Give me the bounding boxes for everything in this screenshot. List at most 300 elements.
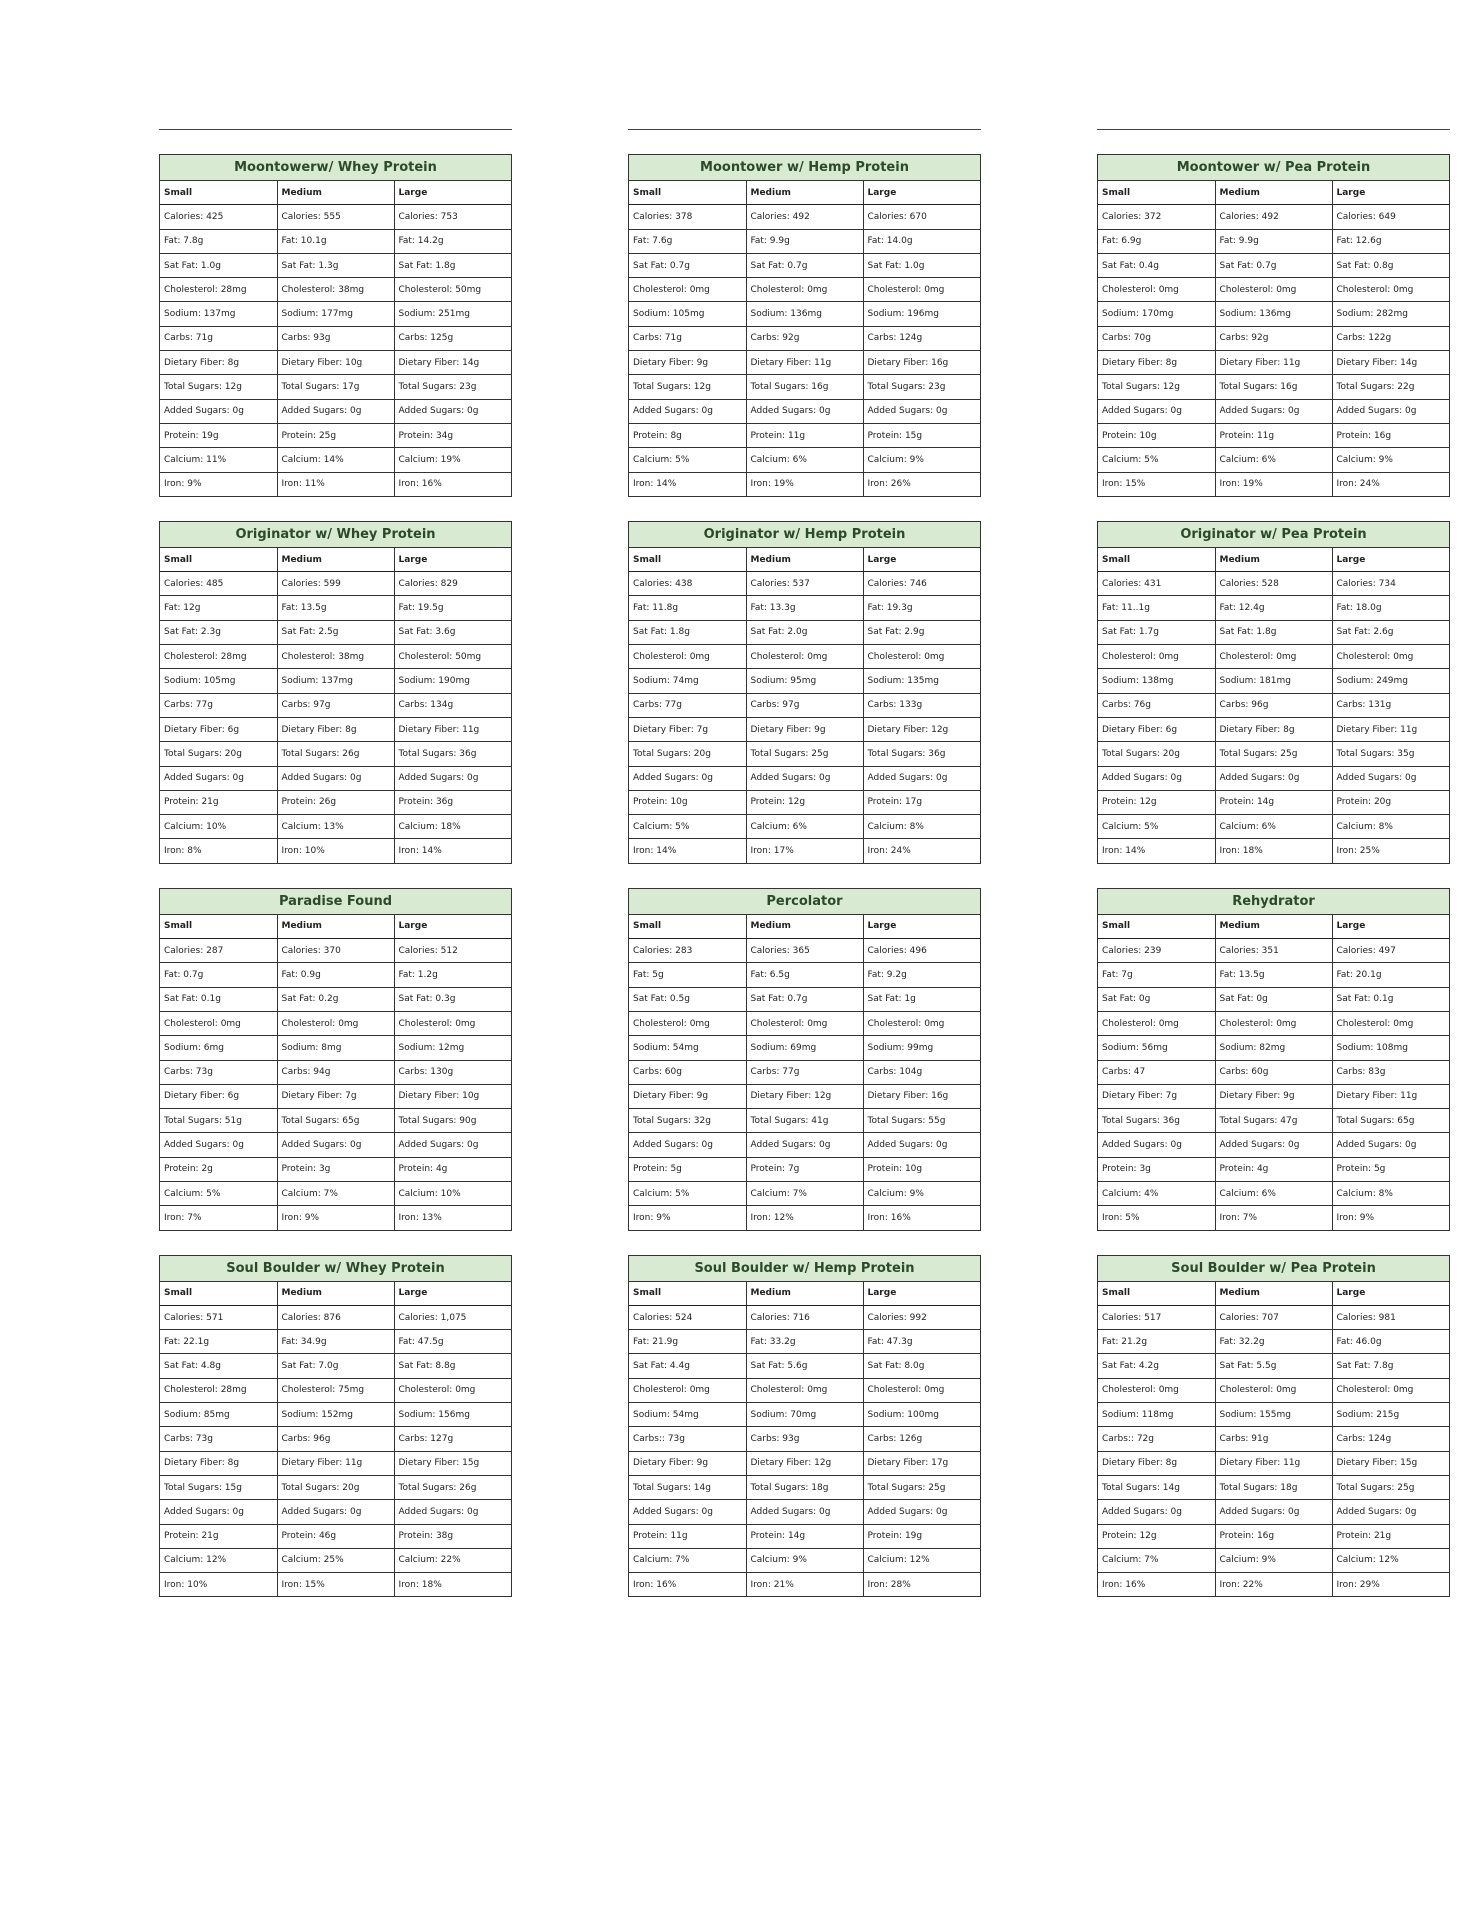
nutrition-table [160,181,511,496]
nutrient-cell: Added Sugars: 0g [863,1500,980,1524]
table-row [1098,229,1449,253]
nutrient-cell: Carbs: 73g [160,1427,277,1451]
nutrient-cell: Sat Fat: 7.0g [277,1354,394,1378]
table-row [160,1330,511,1354]
nutrient-cell: Added Sugars: 0g [1332,1500,1449,1524]
table-row [160,939,511,963]
size-header: Medium [746,915,863,939]
nutrient-cell: Added Sugars: 0g [394,1133,511,1157]
nutrient-cell: Iron: 9% [277,1206,394,1230]
card-title: Rehydrator [1098,889,1449,915]
nutrient-cell: Iron: 12% [746,1206,863,1230]
nutrient-cell: Carbs: 91g [1215,1427,1332,1451]
nutrient-cell: Fat: 12g [160,596,277,620]
size-header-row [1098,181,1449,205]
table-row [1098,1354,1449,1378]
nutrient-cell: Total Sugars: 47g [1215,1109,1332,1133]
nutrient-cell: Cholesterol: 0mg [1098,278,1215,302]
nutrient-cell: Protein: 5g [629,1157,746,1181]
nutrient-cell: Sodium: 196mg [863,302,980,326]
nutrient-cell: Sat Fat: 0.7g [1215,253,1332,277]
nutrient-cell: Iron: 7% [1215,1206,1332,1230]
nutrient-cell: Total Sugars: 90g [394,1109,511,1133]
nutrient-cell: Carbs: 131g [1332,693,1449,717]
nutrient-cell: Sat Fat: 2.5g [277,620,394,644]
nutrition-table [629,181,980,496]
nutrient-cell: Carbs: 127g [394,1427,511,1451]
nutrient-cell: Calcium: 6% [1215,448,1332,472]
table-row [1098,987,1449,1011]
nutrient-cell: Fat: 22.1g [160,1330,277,1354]
size-header: Small [629,915,746,939]
nutrient-cell: Total Sugars: 18g [746,1475,863,1499]
nutrient-cell: Iron: 14% [1098,839,1215,863]
nutrient-cell: Sat Fat: 0.1g [160,987,277,1011]
nutrient-cell: Sat Fat: 2.6g [1332,620,1449,644]
nutrient-cell: Fat: 7.6g [629,229,746,253]
nutrient-cell: Cholesterol: 0mg [1332,645,1449,669]
size-header-row [160,915,511,939]
nutrient-cell: Carbs: 70g [1098,326,1215,350]
nutrient-cell: Cholesterol: 0mg [863,1011,980,1035]
nutrient-cell: Cholesterol: 0mg [394,1011,511,1035]
nutrient-cell: Total Sugars: 25g [1332,1475,1449,1499]
table-row [1098,1573,1449,1597]
nutrient-cell: Fat: 12.6g [1332,229,1449,253]
nutrient-cell: Added Sugars: 0g [746,1133,863,1157]
table-row [160,963,511,987]
nutrient-cell: Cholesterol: 38mg [277,645,394,669]
size-header: Large [863,915,980,939]
nutrient-cell: Total Sugars: 36g [1098,1109,1215,1133]
nutrient-cell: Added Sugars: 0g [863,766,980,790]
nutrition-table [1098,548,1449,863]
nutrient-cell: Sodium: 170mg [1098,302,1215,326]
nutrition-card [159,1255,512,1598]
nutrient-cell: Cholesterol: 0mg [863,645,980,669]
nutrient-cell: Fat: 9.9g [1215,229,1332,253]
table-row [160,1157,511,1181]
nutrient-cell: Protein: 36g [394,790,511,814]
nutrient-cell: Sodium: 100mg [863,1403,980,1427]
table-row [160,229,511,253]
nutrient-cell: Added Sugars: 0g [394,1500,511,1524]
table-row [629,1451,980,1475]
nutrient-cell: Calories: 512 [394,939,511,963]
table-row [629,963,980,987]
nutrient-cell: Sat Fat: 4.4g [629,1354,746,1378]
table-row [1098,326,1449,350]
table-row [160,1133,511,1157]
nutrient-cell: Sodium: 54mg [629,1036,746,1060]
table-row [629,399,980,423]
table-row [1098,693,1449,717]
nutrient-cell: Sat Fat: 7.8g [1332,1354,1449,1378]
nutrient-cell: Added Sugars: 0g [1098,399,1215,423]
table-row [160,472,511,496]
nutrition-table [1098,181,1449,496]
size-header-row [160,181,511,205]
nutrient-cell: Protein: 14g [746,1524,863,1548]
top-divider-left [159,129,512,130]
top-divider-center [628,129,981,130]
nutrient-cell: Fat: 18.0g [1332,596,1449,620]
nutrient-cell: Total Sugars: 41g [746,1109,863,1133]
nutrition-table [160,548,511,863]
table-row [1098,1109,1449,1133]
table-row [629,1354,980,1378]
nutrient-cell: Calories: 707 [1215,1305,1332,1329]
size-header: Small [160,915,277,939]
table-row [629,939,980,963]
nutrient-cell: Total Sugars: 18g [1215,1475,1332,1499]
nutrient-cell: Sat Fat: 1g [863,987,980,1011]
table-row [629,1403,980,1427]
nutrient-cell: Sodium: 105mg [629,302,746,326]
table-row [629,1330,980,1354]
nutrient-cell: Added Sugars: 0g [1332,399,1449,423]
size-header: Medium [277,548,394,572]
table-row [629,1206,980,1230]
nutrient-cell: Total Sugars: 20g [1098,742,1215,766]
nutrient-cell: Protein: 4g [394,1157,511,1181]
nutrient-cell: Added Sugars: 0g [746,1500,863,1524]
nutrient-cell: Sodium: 136mg [1215,302,1332,326]
nutrient-cell: Sat Fat: 2.9g [863,620,980,644]
table-row [629,1060,980,1084]
nutrient-cell: Protein: 4g [1215,1157,1332,1181]
nutrition-card [159,521,512,864]
nutrient-cell: Calcium: 12% [160,1548,277,1572]
nutrient-cell: Added Sugars: 0g [629,1133,746,1157]
nutrient-cell: Calories: 876 [277,1305,394,1329]
nutrient-cell: Added Sugars: 0g [1215,399,1332,423]
nutrient-cell: Fat: 13.3g [746,596,863,620]
nutrient-cell: Carbs: 122g [1332,326,1449,350]
nutrient-cell: Dietary Fiber: 12g [863,717,980,741]
nutrient-cell: Calories: 753 [394,205,511,229]
nutrient-cell: Protein: 5g [1332,1157,1449,1181]
nutrient-cell: Cholesterol: 0mg [863,278,980,302]
nutrient-cell: Sodium: 137mg [160,302,277,326]
nutrient-cell: Fat: 14.0g [863,229,980,253]
table-row [629,1500,980,1524]
nutrient-cell: Dietary Fiber: 6g [1098,717,1215,741]
nutrient-cell: Iron: 16% [629,1573,746,1597]
nutrient-cell: Protein: 15g [863,423,980,447]
table-row [1098,1011,1449,1035]
size-header-row [629,915,980,939]
nutrient-cell: Total Sugars: 20g [629,742,746,766]
nutrient-cell: Total Sugars: 25g [863,1475,980,1499]
nutrient-cell: Calcium: 7% [746,1181,863,1205]
table-row [160,742,511,766]
nutrient-cell: Cholesterol: 28mg [160,645,277,669]
table-row [160,302,511,326]
table-row [1098,1378,1449,1402]
nutrient-cell: Protein: 10g [629,790,746,814]
nutrient-cell: Dietary Fiber: 11g [1215,1451,1332,1475]
size-header: Medium [1215,181,1332,205]
table-row [160,326,511,350]
nutrient-cell: Dietary Fiber: 9g [629,1084,746,1108]
nutrient-cell: Carbs: 73g [160,1060,277,1084]
nutrient-cell: Carbs: 71g [160,326,277,350]
nutrient-cell: Fat: 11..1g [1098,596,1215,620]
nutrient-cell: Iron: 17% [746,839,863,863]
nutrient-cell: Cholesterol: 28mg [160,278,277,302]
nutrition-card [159,154,512,497]
nutrient-cell: Calories: 524 [629,1305,746,1329]
nutrient-cell: Fat: 20.1g [1332,963,1449,987]
table-row [160,399,511,423]
nutrient-cell: Sodium: 12mg [394,1036,511,1060]
nutrient-cell: Iron: 7% [160,1206,277,1230]
nutrient-cell: Calories: 571 [160,1305,277,1329]
card-title: Moontower w/ Hemp Protein [629,155,980,181]
nutrient-cell: Sodium: 177mg [277,302,394,326]
nutrient-cell: Carbs: 125g [394,326,511,350]
nutrient-cell: Sodium: 181mg [1215,669,1332,693]
nutrient-cell: Total Sugars: 25g [1215,742,1332,766]
nutrient-cell: Protein: 11g [629,1524,746,1548]
table-row [629,375,980,399]
table-row [1098,253,1449,277]
card-title: Soul Boulder w/ Hemp Protein [629,1256,980,1282]
nutrient-cell: Total Sugars: 55g [863,1109,980,1133]
nutrient-cell: Calories: 829 [394,572,511,596]
nutrient-cell: Dietary Fiber: 12g [746,1451,863,1475]
nutrient-cell: Calories: 716 [746,1305,863,1329]
nutrient-cell: Protein: 25g [277,423,394,447]
nutrient-cell: Carbs: 77g [629,693,746,717]
nutrient-cell: Iron: 9% [629,1206,746,1230]
nutrient-cell: Dietary Fiber: 10g [394,1084,511,1108]
nutrient-cell: Sodium: 54mg [629,1403,746,1427]
nutrient-cell: Dietary Fiber: 9g [629,351,746,375]
table-row [629,645,980,669]
nutrition-card [1097,521,1450,864]
nutrient-cell: Total Sugars: 20g [160,742,277,766]
nutrient-cell: Calories: 372 [1098,205,1215,229]
table-row [629,1305,980,1329]
size-header-row [1098,1282,1449,1306]
nutrient-cell: Carbs: 94g [277,1060,394,1084]
nutrient-cell: Cholesterol: 0mg [629,1378,746,1402]
table-row [1098,205,1449,229]
nutrient-cell: Calcium: 11% [160,448,277,472]
nutrient-cell: Calories: 365 [746,939,863,963]
nutrient-cell: Protein: 20g [1332,790,1449,814]
table-row [629,1011,980,1035]
table-row [629,472,980,496]
table-row [629,448,980,472]
card-title: Originator w/ Pea Protein [1098,522,1449,548]
nutrient-cell: Total Sugars: 36g [394,742,511,766]
nutrient-cell: Cholesterol: 0mg [863,1378,980,1402]
nutrient-cell: Sat Fat: 0.8g [1332,253,1449,277]
nutrient-cell: Added Sugars: 0g [1215,1133,1332,1157]
table-row [1098,1206,1449,1230]
nutrient-cell: Protein: 34g [394,423,511,447]
nutrient-cell: Cholesterol: 0mg [1098,1378,1215,1402]
nutrient-cell: Protein: 11g [1215,423,1332,447]
nutrient-cell: Sodium: 108mg [1332,1036,1449,1060]
nutrient-cell: Calories: 485 [160,572,277,596]
table-row [160,1305,511,1329]
nutrient-cell: Fat: 32.2g [1215,1330,1332,1354]
nutrient-cell: Sat Fat: 1.8g [1215,620,1332,644]
nutrient-cell: Sodium: 152mg [277,1403,394,1427]
nutrient-cell: Total Sugars: 12g [160,375,277,399]
table-row [160,1500,511,1524]
nutrient-cell: Fat: 47.5g [394,1330,511,1354]
nutrient-cell: Sat Fat: 1.3g [277,253,394,277]
nutrient-cell: Cholesterol: 0mg [1332,1011,1449,1035]
table-row [1098,790,1449,814]
size-header: Large [863,1282,980,1306]
nutrient-cell: Sodium: 105mg [160,669,277,693]
nutrient-cell: Iron: 10% [160,1573,277,1597]
table-row [160,572,511,596]
size-header: Small [629,181,746,205]
table-row [629,278,980,302]
size-header: Small [629,1282,746,1306]
nutrient-cell: Calories: 497 [1332,939,1449,963]
nutrient-cell: Calcium: 9% [1332,448,1449,472]
card-title: Moontowerw/ Whey Protein [160,155,511,181]
nutrient-cell: Dietary Fiber: 14g [1332,351,1449,375]
nutrient-cell: Carbs: 77g [746,1060,863,1084]
nutrient-cell: Calcium: 9% [863,448,980,472]
nutrient-cell: Sodium: 251mg [394,302,511,326]
nutrient-cell: Carbs: 76g [1098,693,1215,717]
table-row [160,1354,511,1378]
nutrient-cell: Sat Fat: 1.7g [1098,620,1215,644]
nutrient-cell: Sat Fat: 8.8g [394,1354,511,1378]
nutrient-cell: Added Sugars: 0g [629,399,746,423]
table-row [629,620,980,644]
nutrient-cell: Cholesterol: 0mg [1098,645,1215,669]
nutrient-cell: Iron: 5% [1098,1206,1215,1230]
nutrient-cell: Total Sugars: 12g [629,375,746,399]
nutrient-cell: Carbs: 92g [1215,326,1332,350]
table-row [629,1524,980,1548]
nutrient-cell: Iron: 15% [1098,472,1215,496]
nutrient-cell: Sat Fat: 0.1g [1332,987,1449,1011]
nutrition-card [628,521,981,864]
nutrient-cell: Calories: 287 [160,939,277,963]
table-row [1098,375,1449,399]
nutrient-cell: Total Sugars: 14g [629,1475,746,1499]
nutrient-cell: Sat Fat: 1.8g [629,620,746,644]
nutrition-card [628,1255,981,1598]
table-row [160,448,511,472]
table-row [1098,766,1449,790]
nutrient-cell: Sodium: 95mg [746,669,863,693]
nutrient-cell: Total Sugars: 26g [277,742,394,766]
nutrient-cell: Fat: 7.8g [160,229,277,253]
table-row [160,596,511,620]
nutrition-table [160,1282,511,1597]
size-header: Small [160,1282,277,1306]
table-row [160,1573,511,1597]
nutrient-cell: Total Sugars: 23g [394,375,511,399]
nutrient-cell: Dietary Fiber: 6g [160,1084,277,1108]
nutrition-card [1097,1255,1450,1598]
table-row [1098,1451,1449,1475]
nutrient-cell: Sat Fat: 0.3g [394,987,511,1011]
table-row [160,423,511,447]
nutrient-cell: Fat: 13.5g [277,596,394,620]
nutrient-cell: Fat: 1.2g [394,963,511,987]
nutrient-cell: Carbs: 60g [629,1060,746,1084]
nutrient-cell: Calories: 670 [863,205,980,229]
nutrient-cell: Cholesterol: 0mg [629,645,746,669]
nutrient-cell: Calories: 649 [1332,205,1449,229]
table-row [629,205,980,229]
nutrient-cell: Total Sugars: 20g [277,1475,394,1499]
table-row [160,1109,511,1133]
nutrient-cell: Iron: 10% [277,839,394,863]
nutrient-cell: Calcium: 8% [1332,1181,1449,1205]
nutrient-cell: Carbs: 93g [746,1427,863,1451]
table-row [629,1548,980,1572]
nutrient-cell: Protein: 8g [629,423,746,447]
nutrient-cell: Carbs: 104g [863,1060,980,1084]
nutrient-cell: Protein: 7g [746,1157,863,1181]
nutrition-table [1098,915,1449,1230]
table-row [629,742,980,766]
size-header: Medium [1215,548,1332,572]
nutrient-cell: Carbs: 47 [1098,1060,1215,1084]
nutrient-cell: Calories: 537 [746,572,863,596]
nutrient-cell: Calcium: 9% [863,1181,980,1205]
nutrient-cell: Calcium: 18% [394,815,511,839]
nutrient-cell: Iron: 24% [1336,479,1380,490]
nutrient-cell: Protein: 3g [277,1157,394,1181]
table-row [1098,1548,1449,1572]
nutrient-cell: Carbs:: 72g [1098,1427,1215,1451]
nutrient-cell: Protein: 16g [1332,423,1449,447]
nutrient-cell: Protein: 3g [1098,1157,1215,1181]
nutrient-cell: Dietary Fiber: 11g [394,717,511,741]
nutrient-cell: Added Sugars: 0g [394,766,511,790]
nutrient-cell: Carbs: 126g [863,1427,980,1451]
nutrient-cell: Calcium: 9% [1215,1548,1332,1572]
table-row [1098,839,1449,863]
nutrient-cell: Cholesterol: 0mg [277,1011,394,1035]
size-header: Small [160,181,277,205]
table-row [629,302,980,326]
table-row [629,1109,980,1133]
nutrient-cell: Fat: 0.9g [277,963,394,987]
nutrient-cell: Dietary Fiber: 7g [629,717,746,741]
nutrient-cell: Protein: 21g [160,790,277,814]
nutrient-cell: Dietary Fiber: 11g [746,351,863,375]
table-row [629,1181,980,1205]
nutrient-cell: Sat Fat: 3.6g [394,620,511,644]
table-row [1098,815,1449,839]
table-row [629,1157,980,1181]
nutrient-cell: Total Sugars: 22g [1332,375,1449,399]
nutrient-cell: Calories: 496 [863,939,980,963]
nutrient-cell: Added Sugars: 0g [1215,766,1332,790]
nutrient-cell: Added Sugars: 0g [160,399,277,423]
nutrient-cell: Iron: 8% [160,839,277,863]
nutrient-cell: Dietary Fiber: 11g [1332,1084,1449,1108]
nutrient-cell: Added Sugars: 0g [746,399,863,423]
